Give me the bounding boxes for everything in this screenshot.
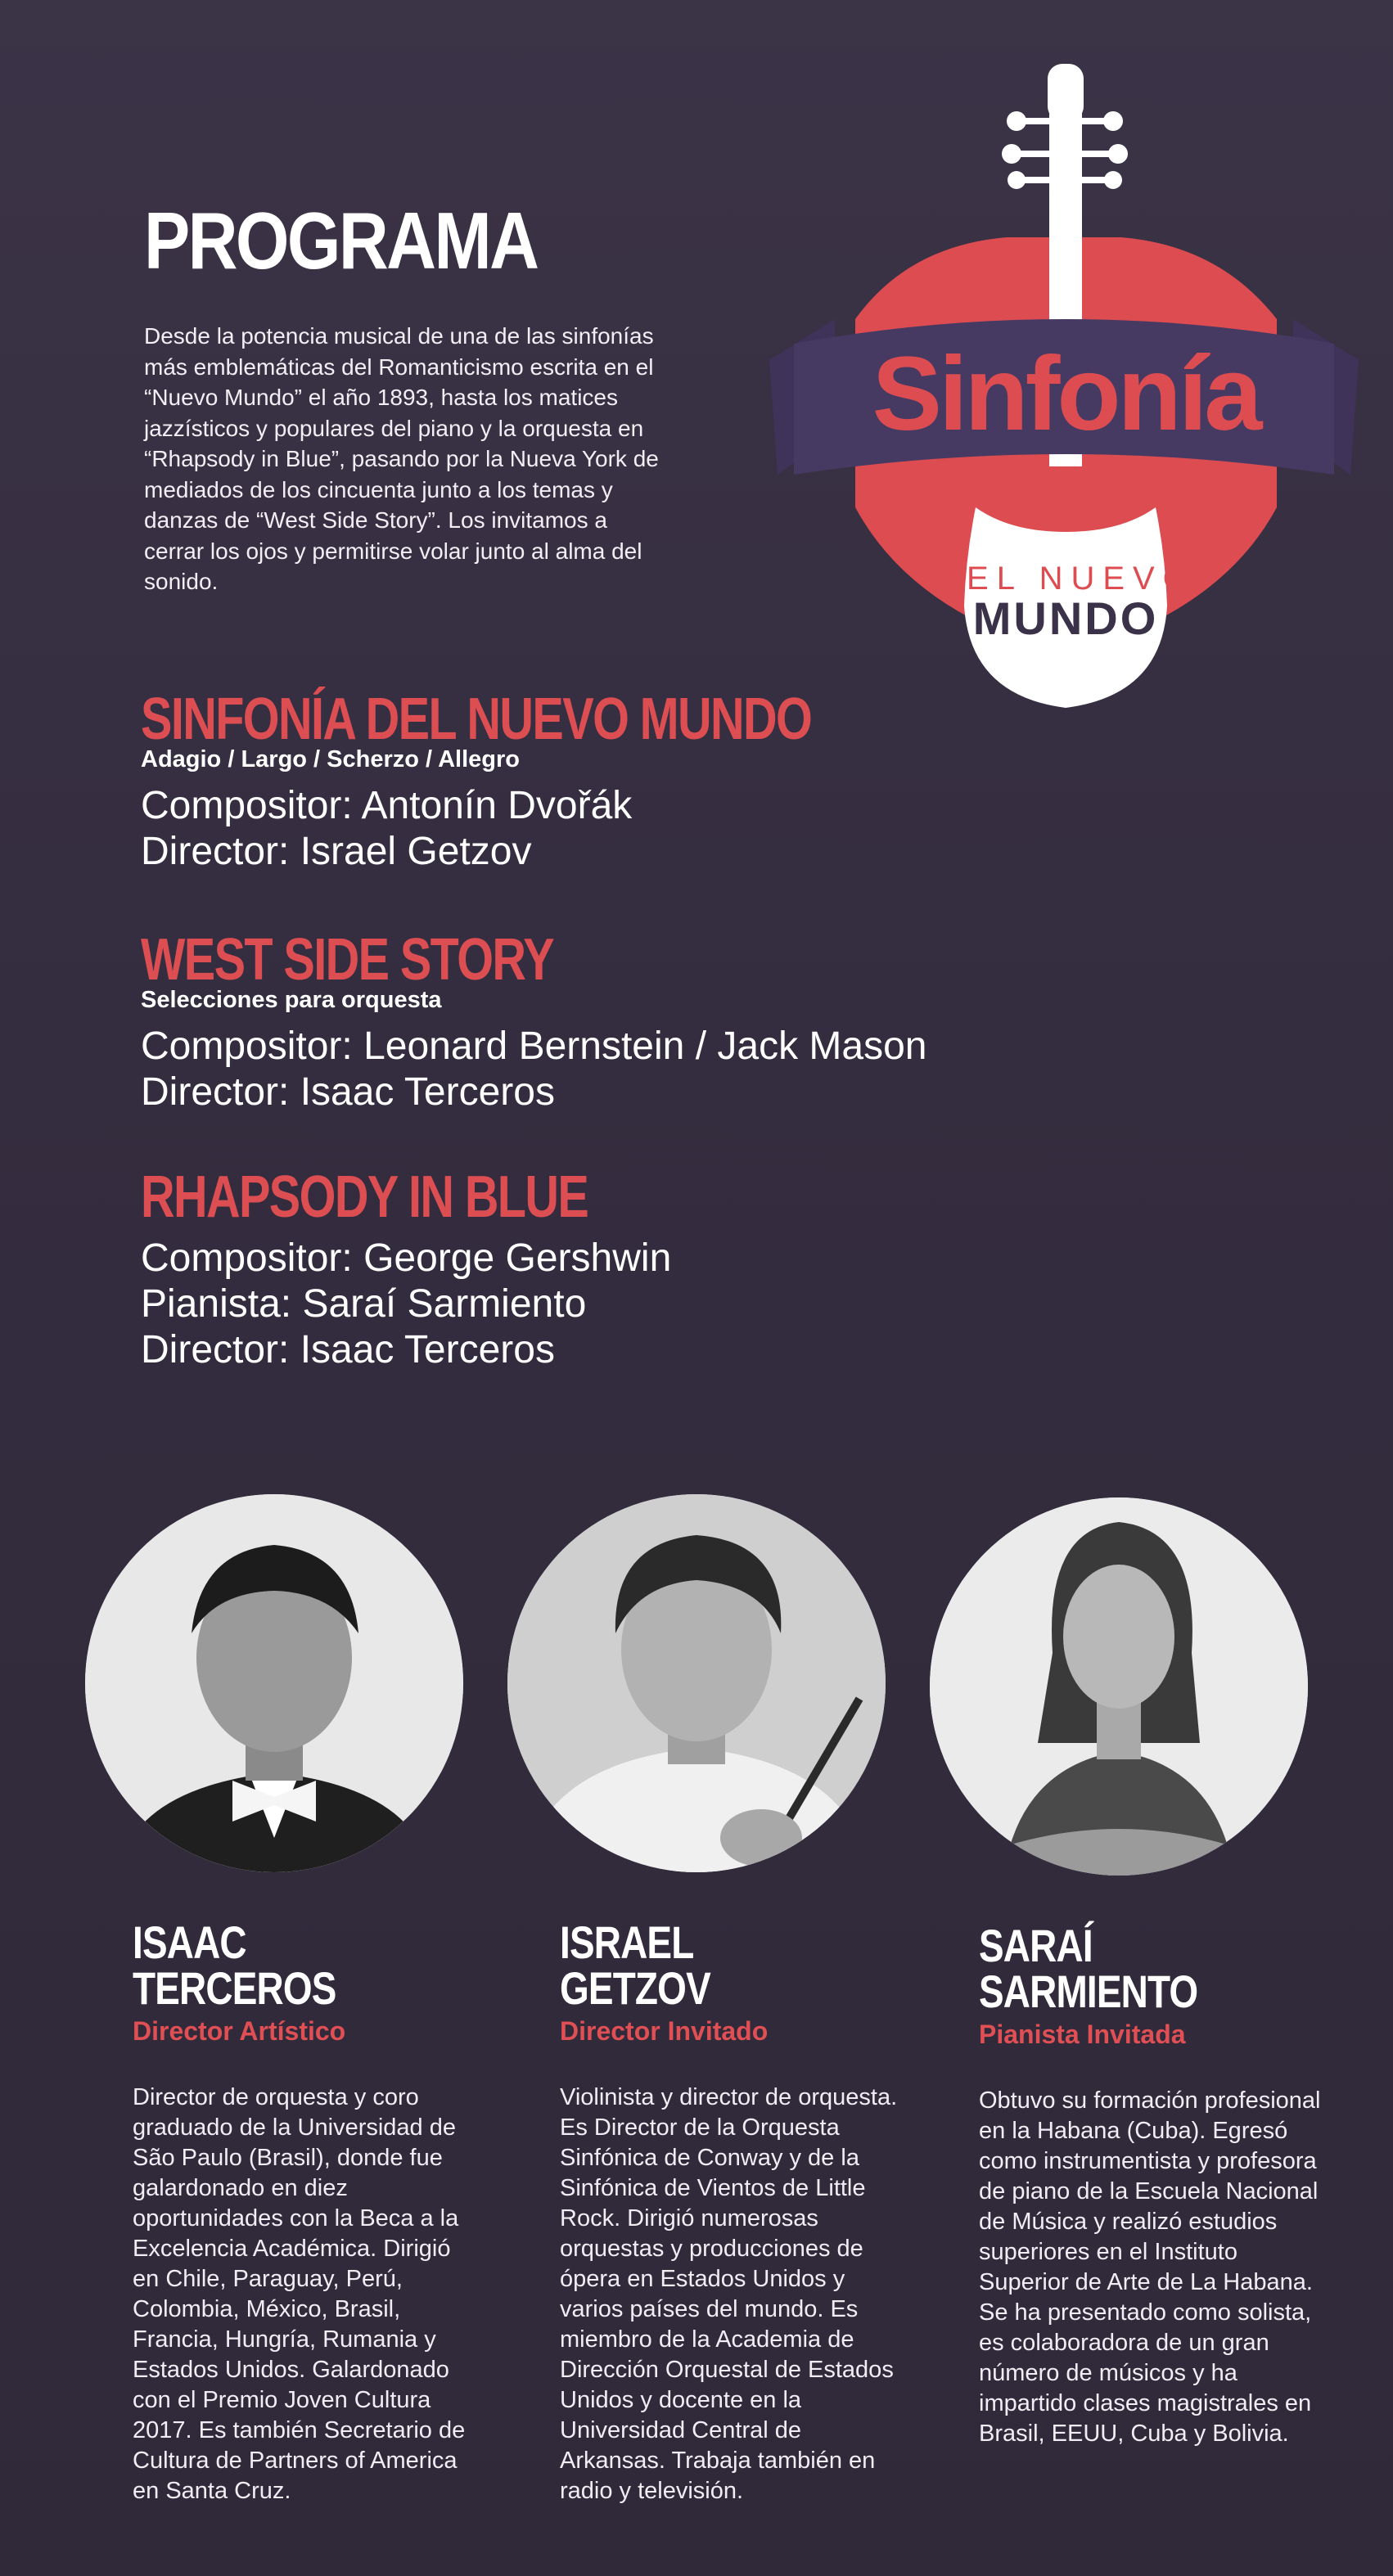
piece-composer: Compositor: Leonard Bernstein / Jack Mason [141, 1025, 927, 1068]
piece-director: Director: Israel Getzov [141, 830, 532, 873]
piece-composer: Compositor: George Gershwin [141, 1236, 672, 1280]
intro-paragraph: Desde la potencia musical de una de las sinfonías más emblemáticas del Romanticismo escrita en el “Nuevo Mundo” el año 1893, hasta los matices jazzísticos y populares del piano y la orquesta en “Rhapsody in Blue”, pasando por la Nueva York de mediados de los cincuenta junto a los temas y danzas de “West Side Story”. Los invitamos a cerrar los ojos y permitirse volar junto al alma del sonido. [144, 323, 659, 594]
artist-bio: Obtuvo su formación profesional en la Habana (Cuba). Egresó como instrumentista y profesora de piano de la Escuela Nacional de Música y realizó estudios superiores en el Instituto Superior de Arte de La Habana. Se ha presentado como solista, es colaboradora de un gran número de músicos y ha impartido clases magistrales en Brasil, EEUU, Cuba y Bolivia. [979, 2087, 1321, 2447]
piece-subtitle: Selecciones para orquesta [141, 987, 442, 1013]
artist-surname: TERCEROS [133, 1962, 336, 2014]
artist-isaac-terceros [133, 1916, 476, 2506]
piece-title: WEST SIDE STORY [141, 927, 554, 993]
artist-bio: Director de orquesta y coro graduado de la Universidad de São Paulo (Brasil), donde fue galardonado en diez oportunidades con la Beca a la Excelencia Académica. Dirigió en Chile, Paraguay, Perú, Colombia, México, Brasil, Francia, Hungría, Rumania y Estados Unidos. Galardonado con el Premio Joven Cultura 2017. Es también Secretario de Cultura de Partners of America en Santa Cruz. [133, 2084, 466, 2504]
page-title: PROGRAMA [144, 196, 538, 286]
piece-pianist: Pianista: Saraí Sarmiento [141, 1282, 587, 1326]
person-photo-icon [930, 1497, 1308, 1876]
piece-composer: Compositor: Antonín Dvořák [141, 784, 633, 827]
portrait-isaac-terceros [85, 1494, 463, 1872]
piece-1 [141, 686, 979, 875]
piece-movements: Adagio / Largo / Scherzo / Allegro [141, 746, 520, 772]
logo-subline: DEL NUEVO [935, 561, 1197, 597]
artist-surname: GETZOV [560, 1962, 710, 2014]
artist-name: ISAAC [133, 1916, 246, 1968]
logo-mundo: MUNDO [972, 592, 1159, 644]
artist-name: SARAÍ [979, 1920, 1093, 1971]
person-photo-icon [507, 1494, 886, 1872]
portrait-sarai-sarmiento [930, 1497, 1308, 1876]
artist-bio: Violinista y director de orquesta. Es Director de la Orquesta Sinfónica de Conway y de la Sinfónica de Vientos de Little Rock. Dirigió numerosas orquestas y producciones de ópera en Estados Unidos y varios países del mundo. Es miembro de la Academia de Dirección Orquestal de Estados Unidos y docente en la Universidad Central de Arkansas. Trabaja también en radio y televisión. [560, 2084, 898, 2504]
artist-name: ISRAEL [560, 1916, 694, 1968]
violin-logo-graphic [761, 49, 1367, 728]
piece-director: Director: Isaac Terceros [141, 1070, 555, 1114]
person-photo-icon [85, 1494, 463, 1872]
piece-director: Director: Isaac Terceros [141, 1328, 555, 1371]
logo-wordmark: Sinfonía [872, 336, 1260, 453]
piece-title: RHAPSODY IN BLUE [141, 1164, 588, 1230]
artist-surname: SARMIENTO [979, 1966, 1198, 2017]
artist-role: Director Artístico [133, 2016, 346, 2046]
sinfonia-logo [761, 49, 1367, 728]
piece-title: SINFONÍA DEL NUEVO MUNDO [141, 687, 812, 752]
artist-role: Pianista Invitada [979, 2020, 1186, 2049]
portrait-israel-getzov [507, 1494, 886, 1872]
artist-sarai-sarmiento [979, 1920, 1323, 2449]
artist-role: Director Invitado [560, 2016, 769, 2046]
piece-2 [141, 926, 926, 1115]
artist-israel-getzov [560, 1916, 904, 2506]
piece-3 [141, 1164, 700, 1373]
